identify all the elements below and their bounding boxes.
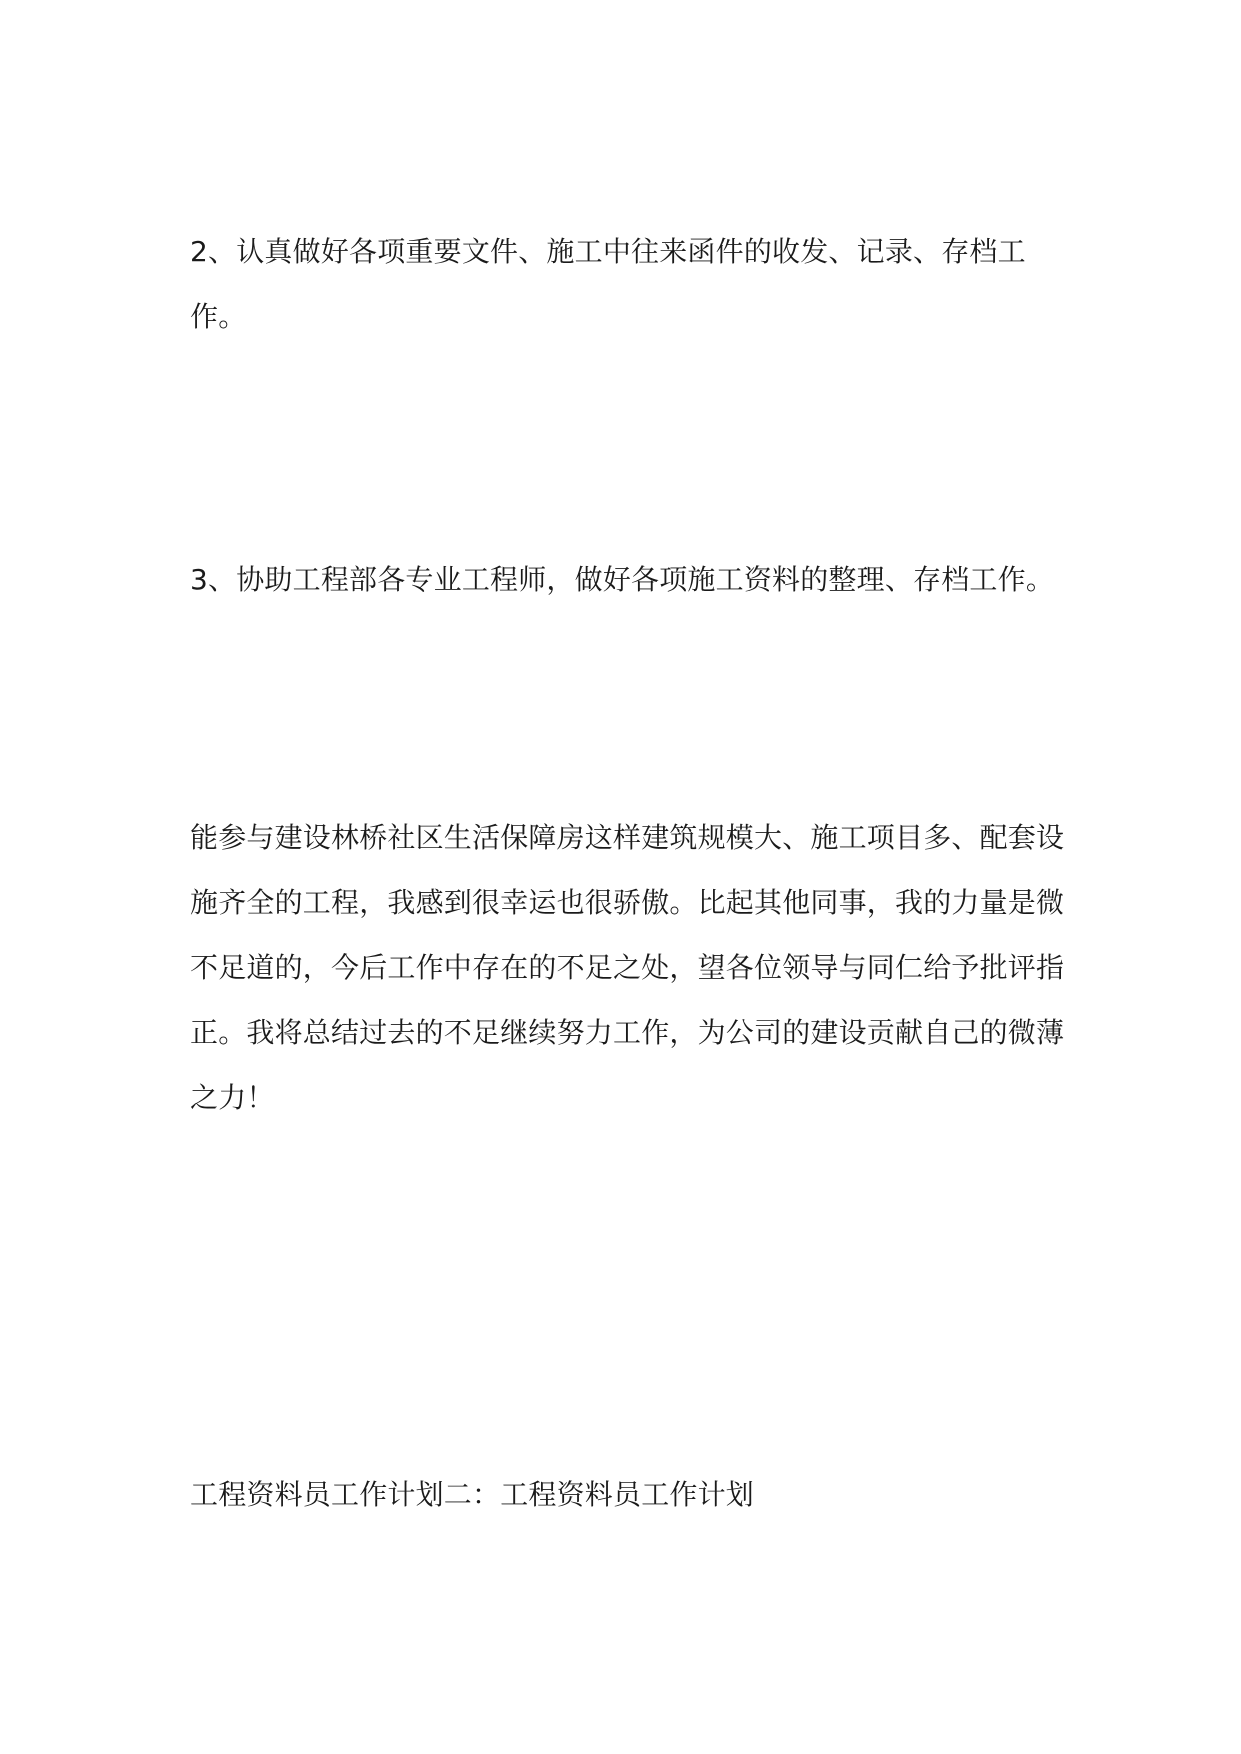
section-heading-plan-two: 工程资料员工作计划二：工程资料员工作计划: [190, 1478, 755, 1511]
paragraph-closing-statement: 能参与建设林桥社区生活保障房这样建筑规模大、施工项目多、配套设施齐全的工程，我感到很幸运也很骄傲。比起其他同事，我的力量是微不足道的，今后工作中存在的不足之处，望各位领导与同仁给予批评指正。我将总结过去的不足继续努力工作，为公司的建设贡献自己的微薄之力！: [190, 821, 1065, 1114]
paragraph-item-3: 3、协助工程部各专业工程师，做好各项施工资料的整理、存档工作。: [190, 563, 1055, 596]
paragraph-item-2: 2、认真做好各项重要文件、施工中往来函件的收发、记录、存档工作。: [190, 235, 1026, 333]
